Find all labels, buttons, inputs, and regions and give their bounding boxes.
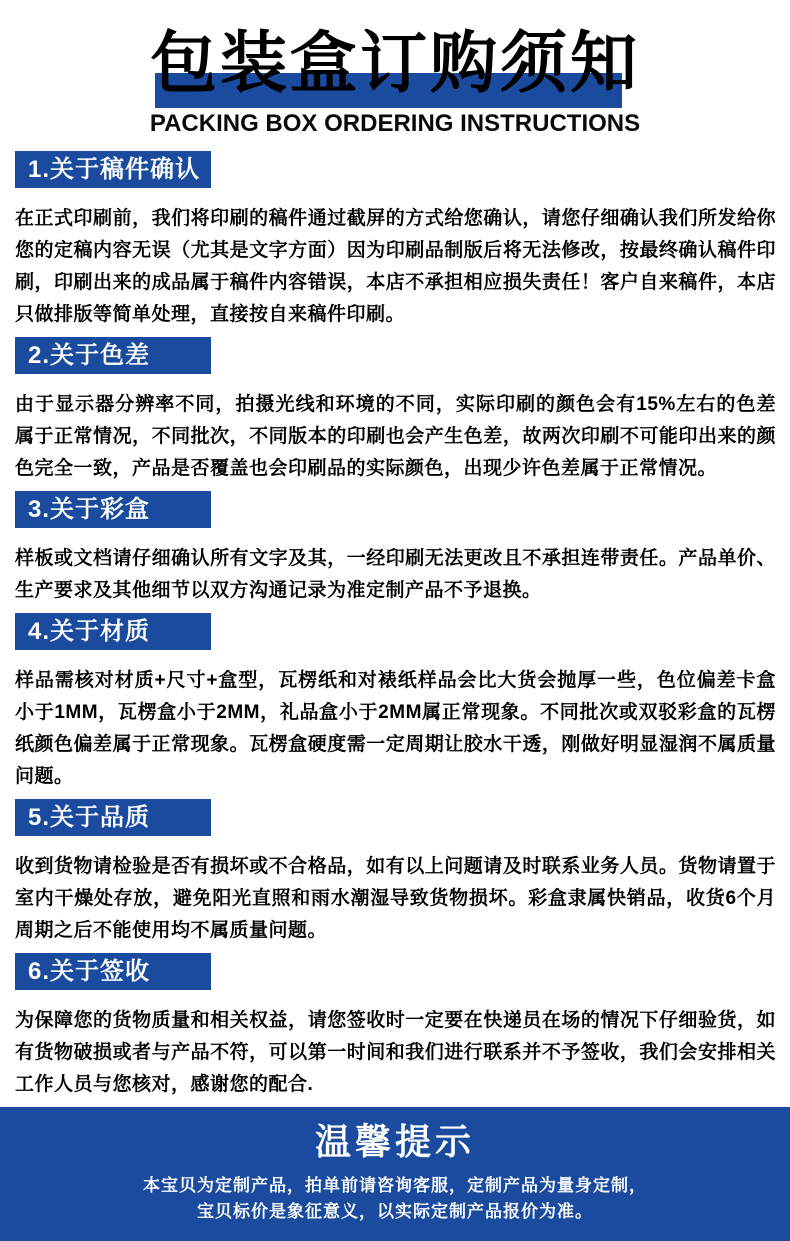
section-body-3: 样板或文档请仔细确认所有文字及其，一经印刷无法更改且不承担连带责任。产品单价、生产要求及其他细节以双方沟通记录为准定制产品不予退换。 <box>15 548 776 601</box>
section-color-difference <box>0 337 790 485</box>
section-label-1: 1.关于稿件确认 <box>15 151 211 188</box>
section-label-3: 3.关于彩盒 <box>15 491 211 528</box>
section-color-box <box>0 491 790 607</box>
poster-subtitle-en: PACKING BOX ORDERING INSTRUCTIONS <box>149 110 641 137</box>
section-draft-confirmation <box>0 151 790 331</box>
section-quality <box>0 799 790 947</box>
poster-header <box>0 0 790 137</box>
section-sign-receipt <box>0 953 790 1101</box>
section-body-6: 为保障您的货物质量和相关权益，请您签收时一定要在快递员在场的情况下仔细验货，如有货物破损或者与产品不符，可以第一时间和我们进行联系并不予签收，我们会安排相关工作人员与您核对，感谢您的配合. <box>15 1010 776 1095</box>
footer-title: 温馨提示 <box>314 1121 475 1162</box>
section-label-6: 6.关于签收 <box>15 953 211 990</box>
section-body-4: 样品需核对材质+尺寸+盒型，瓦楞纸和对裱纸样品会比大货会抛厚一些，色位偏差卡盒小于1MM，瓦楞盒小于2MM，礼品盒小于2MM属正常现象。不同批次或双驳彩盒的瓦楞纸颜色偏差属于正常现象。瓦楞盒硬度需一定周期让胶水干透，刚做好明显湿润不属质量问题。 <box>15 670 776 787</box>
footer-line-2: 宝贝标价是象征意义，以实际定制产品报价为准。 <box>197 1202 593 1221</box>
section-label-2: 2.关于色差 <box>15 337 211 374</box>
section-body-5: 收到货物请检验是否有损坏或不合格品，如有以上问题请及时联系业务人员。货物请置于室内干燥处存放，避免阳光直照和雨水潮湿导致货物损坏。彩盒隶属快销品，收货6个月周期之后不能使用均不属质量问题。 <box>15 856 776 941</box>
section-label-5: 5.关于品质 <box>15 799 211 836</box>
sections-container <box>0 137 790 1107</box>
section-body-1: 在正式印刷前，我们将印刷的稿件通过截屏的方式给您确认，请您仔细确认我们所发给你您的定稿内容无误（尤其是文字方面）因为印刷品制版后将无法修改，按最终确认稿件印刷，印刷出来的成品属于稿件内容错误，本店不承担相应损失责任！客户自来稿件，本店只做排版等简单处理，直接按自来稿件印刷。 <box>15 208 776 325</box>
section-material <box>0 613 790 793</box>
section-label-4: 4.关于材质 <box>15 613 211 650</box>
section-body-2: 由于显示器分辨率不同，拍摄光线和环境的不同，实际印刷的颜色会有15%左右的色差属于正常情况，不同批次，不同版本的印刷也会产生色差，故两次印刷不可能印出来的颜色完全一致，产品是否覆盖也会印刷品的实际颜色，出现少许色差属于正常情况。 <box>15 394 776 479</box>
poster-footer <box>0 1107 790 1241</box>
footer-line-1: 本宝贝为定制产品，拍单前请咨询客服，定制产品为量身定制， <box>143 1176 647 1195</box>
poster-title: 包装盒订购须知 <box>150 26 640 101</box>
